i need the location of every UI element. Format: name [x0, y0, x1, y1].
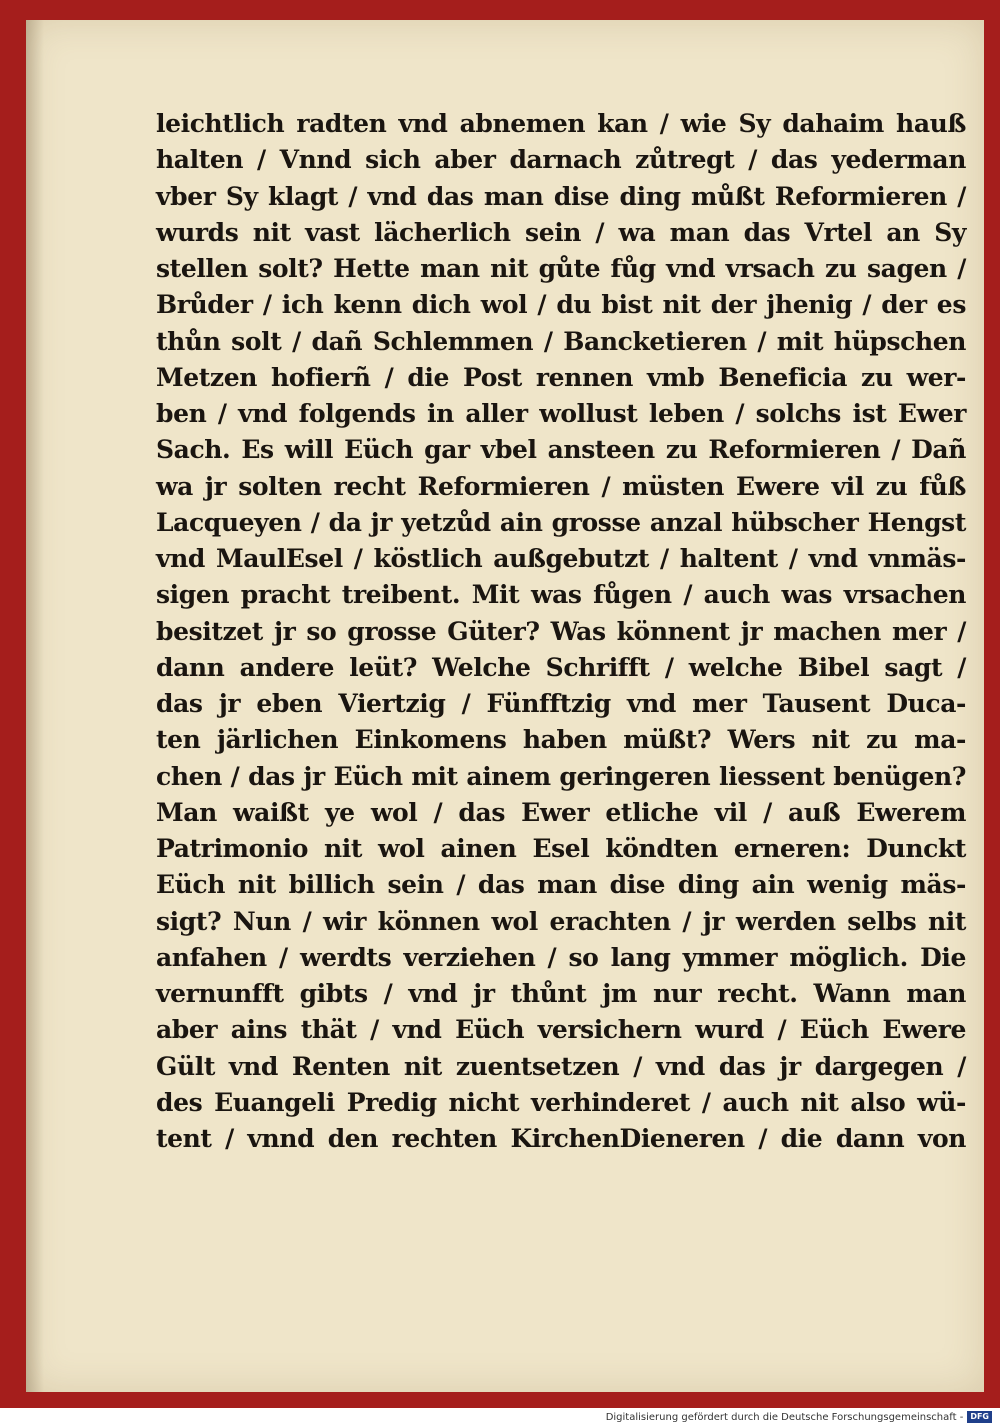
text-line: sigt? Nun / wir können wol erachten / jr werden selbs nit [156, 906, 966, 936]
text-line: das jr eben Viertzig / Fünfftzig vnd mer Tausent Duca- [156, 689, 966, 718]
text-line: chen / das jr Eüch mit ainem geringeren liessent benügen? [156, 761, 966, 791]
text-line: stellen solt? Hette man nit gůte fůg vnd vrsach zu sagen / [156, 254, 966, 283]
text-line: tent / vnnd den rechten KirchenDieneren / die dann von [156, 1124, 966, 1153]
text-line: vernunfft gibts / vnd jr thůnt jm nur recht. Wann man [156, 979, 966, 1008]
text-line: ten järlichen Einkomens haben müßt? Wers nit zu ma- [156, 725, 966, 755]
text-line: Patrimonio nit wol ainen Esel köndten erneren: Dunckt [156, 834, 966, 863]
text-line: leichtlich radten vnd abnemen kan / wie Sy dahaim hauß [156, 109, 966, 138]
text-line: thůn solt / dañ Schlemmen / Bancketieren / mit hüpschen [156, 326, 966, 356]
dfg-logo-icon: DFG [967, 1411, 992, 1423]
funding-note: Digitalisierung gefördert durch die Deutsche Forschungsgemeinschaft - [605, 1411, 964, 1423]
text-line: Man waißt ye wol / das Ewer etliche vil / auß Ewerem [156, 797, 966, 827]
text-line: wa jr solten recht Reformieren / müsten Ewere vil zu fůß [156, 471, 966, 501]
text-block [156, 106, 966, 1157]
page-gutter-shadow [26, 20, 44, 1392]
text-line: anfahen / werdts verziehen / so lang ymmer möglich. Die [156, 942, 966, 972]
book-page [26, 20, 984, 1392]
text-line: des Euangeli Predig nicht verhinderet / auch nit also wü- [156, 1087, 966, 1117]
text-line: wurds nit vast lächerlich sein / wa man das Vrtel an Sy [156, 217, 966, 247]
text-line: sigen pracht treibent. Mit was fůgen / auch was vrsachen [156, 580, 966, 610]
text-line: Lacqueyen / da jr yetzůd ain grosse anzal hübscher Hengst [156, 507, 966, 537]
digitization-footer [606, 1410, 992, 1424]
text-line: Brůder / ich kenn dich wol / du bist nit der jhenig / der es [156, 290, 966, 320]
text-line: Gült vnd Renten nit zuentsetzen / vnd das jr dargegen / [156, 1051, 966, 1081]
text-line: dann andere leüt? Welche Schrifft / welche Bibel sagt / [156, 652, 966, 682]
text-line: Metzen hofierñ / die Post rennen vmb Beneficia zu wer- [156, 362, 966, 392]
text-line: vber Sy klagt / vnd das man dise ding můßt Reformieren / [156, 181, 966, 211]
text-line: vnd MaulEsel / köstlich außgebutzt / haltent / vnd vnmäs- [156, 544, 966, 573]
text-line: halten / Vnnd sich aber darnach zůtregt / das yederman [156, 145, 966, 175]
text-line: Sach. Es will Eüch gar vbel ansteen zu Reformieren / Dañ [156, 435, 966, 465]
text-line: ben / vnd folgends in aller wollust leben / solchs ist Ewer [156, 399, 966, 428]
text-line: aber ains thät / vnd Eüch versichern wurd / Eüch Ewere [156, 1015, 966, 1045]
text-line: Eüch nit billich sein / das man dise ding ain wenig mäs- [156, 870, 966, 900]
text-line: besitzet jr so grosse Güter? Was könnent jr machen mer / [156, 616, 966, 646]
